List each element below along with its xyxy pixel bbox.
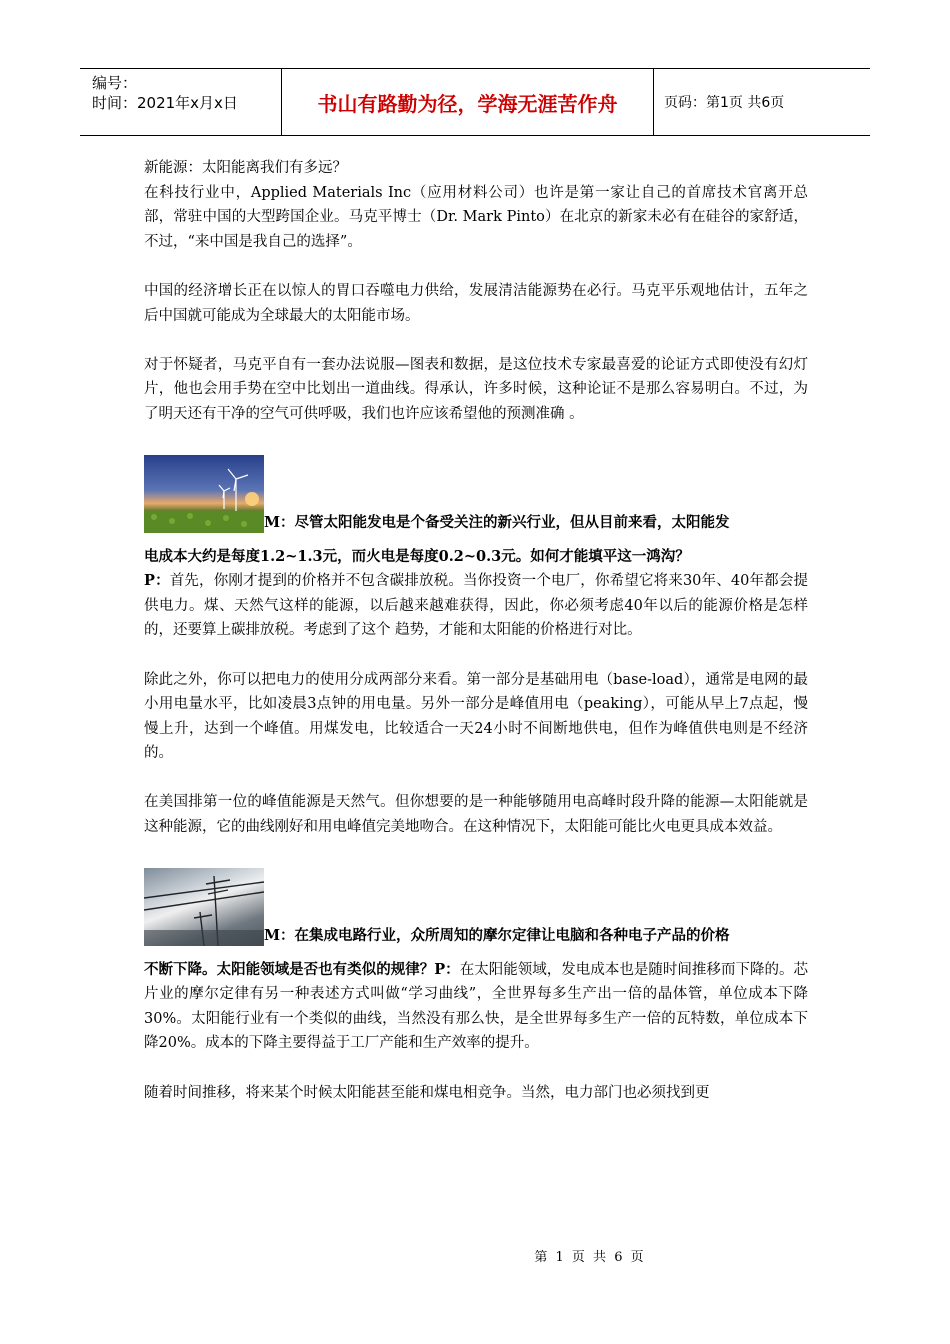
paragraph-future: 随着时间推移，将来某个时候太阳能甚至能和煤电相竞争。当然，电力部门也必须找到更 (144, 1084, 710, 1101)
paragraph-growth: 中国的经济增长正在以惊人的胃口吞噬电力供给，发展清洁能源势在必行。马克平乐观地估计，五年之后中国就可能成为全球最大的太阳能市场。 (144, 282, 808, 324)
question-2-row (144, 862, 808, 946)
question-2-line-1: M：在集成电路行业，众所周知的摩尔定律让电脑和各种电子产品的价格 (264, 926, 730, 944)
answer-1-text: 首先，你刚才提到的价格并不包含碳排放税。当你投资一个电厂，你希望它将来30年、40年都会提供电力。煤、天然气这样的能源，以后越来越难获得，因此，你必须考虑40年以后的能源价格是怎样的，还要算上碳排放税。考虑到了这个 趋势，才能和太阳能的价格进行对比。 (144, 573, 808, 639)
question-1-row (144, 449, 808, 533)
question-1-line-2: 电成本大约是每度1.2~1.3元，而火电是每度0.2~0.3元。如何才能填平这一鸿沟？ (144, 547, 690, 565)
header-table (80, 68, 870, 136)
answer-2 (144, 958, 808, 1056)
wind-turbine-photo (144, 455, 264, 533)
page-footer: 第 1 页 共 6 页 (534, 1250, 646, 1265)
header-info-cell (80, 69, 282, 135)
article-title: 新能源：太阳能离我们有多远？ (144, 160, 347, 176)
question-2-line-2: 不断下降。太阳能领域是否也有类似的规律？P： (144, 960, 460, 978)
power-line-photo (144, 868, 264, 946)
header-motto: 书山有路勤为径，学海无涯苦作舟 (282, 69, 654, 135)
question-1-line-1: M：尽管太阳能发电是个备受关注的新兴行业，但从目前来看，太阳能发 (264, 513, 730, 531)
answer-1-speaker: P： (144, 572, 170, 590)
paragraph-load: 除此之外，你可以把电力的使用分成两部分来看。第一部分是基础用电（base-load），通常是电网的最小用电量水平，比如凌晨3点钟的用电量。另外一部分是峰值用电（peaking），可能从早上7点起，慢慢上升，达到一个峰值。用煤发电，比较适合一天24小时不间断地供电，但作为峰值供电则是不经济的。 (144, 671, 808, 762)
document-number-label: 编号： (92, 74, 138, 92)
paragraph-intro: 在科技行业中，Applied Materials Inc（应用材料公司）也许是第一家让自己的首席技术官离开总部，常驻中国的大型跨国企业。马克平博士（Dr. Mark Pinto）在北京的新家未必有在硅谷的家舒适，不过，“来中国是我自己的选择”。 (144, 184, 808, 250)
article-body (144, 156, 808, 1105)
answer-1 (144, 569, 808, 643)
paragraph-peak: 在美国排第一位的峰值能源是天然气。但你想要的是一种能够随用电高峰时段升降的能源—太阳能就是这种能源，它的曲线刚好和用电峰值完美地吻合。在这种情况下，太阳能可能比火电更具成本效益。 (144, 794, 808, 836)
answer-2-text: 在太阳能领域，发电成本也是随时间推移而下降的。芯片业的摩尔定律有另一种表述方式叫做“学习曲线”，全世界每多生产出一倍的晶体管，单位成本下降30%。太阳能行业有一个类似的曲线，当然没有那么快，是全世界每多生产一倍的瓦特数，单位成本下降20%。成本的下降主要得益于工厂产能和生产效率的提升。 (144, 961, 809, 1052)
paragraph-skeptics: 对于怀疑者，马克平自有一套办法说服—图表和数据，是这位技术专家最喜爱的论证方式即使没有幻灯片，他也会用手势在空中比划出一道曲线。得承认，许多时候，这种论证不是那么容易明白。不过，为了明天还有干净的空气可供呼吸，我们也许应该希望他的预测准确 。 (144, 356, 808, 422)
header-page-number: 页码：第1页 共6页 (664, 95, 785, 111)
document-time-label: 时间：2021年x月x日 (92, 94, 238, 112)
